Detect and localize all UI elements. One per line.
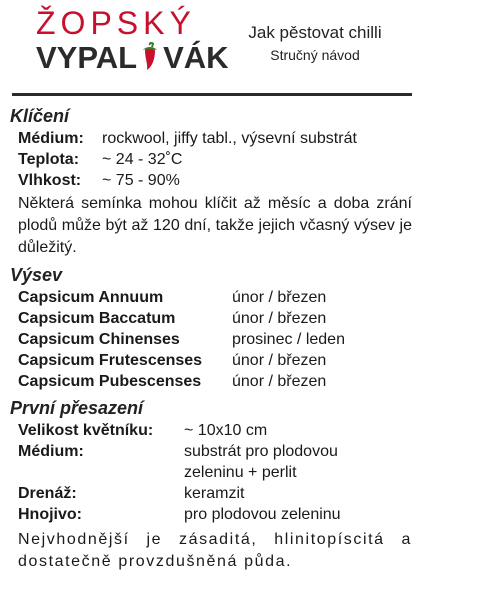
section-klicení: [12, 104, 412, 259]
info-row: [12, 128, 412, 149]
section-title: Výsev: [10, 265, 63, 285]
row-label: Drenáž:: [18, 485, 77, 502]
info-row: [12, 504, 412, 525]
info-row: [12, 149, 412, 170]
logo-line2: [36, 40, 232, 76]
row-value: ~ 24 - 32˚C: [102, 151, 183, 168]
row-label: Teplota:: [18, 151, 80, 168]
row-value: prosinec / leden: [232, 331, 345, 348]
info-row: [12, 441, 412, 483]
row-value: únor / březen: [232, 373, 327, 390]
row-value: substrát pro plodovou zeleninu + perlit: [184, 443, 338, 481]
row-label: Capsicum Baccatum: [18, 310, 176, 327]
chili-pepper-icon: [137, 42, 163, 72]
header-divider: [12, 93, 412, 96]
row-value: keramzit: [184, 485, 245, 502]
row-label: Hnojivo:: [18, 506, 82, 523]
row-value: pro plodovou zeleninu: [184, 506, 341, 523]
page-subtitle: Stručný návod: [270, 47, 360, 63]
header-titles: [240, 22, 390, 66]
content: [12, 104, 412, 573]
row-value: únor / březen: [232, 352, 327, 369]
row-label: Capsicum Annuum: [18, 289, 164, 306]
row-label: Médium:: [18, 443, 84, 460]
info-row: [12, 371, 412, 392]
row-label: Médium:: [18, 130, 84, 147]
logo: [12, 6, 232, 76]
logo-line1: ŽOPSKÝ: [36, 5, 196, 41]
row-label: Capsicum Frutescenses: [18, 352, 203, 369]
row-value: únor / březen: [232, 289, 327, 306]
info-row: [12, 287, 412, 308]
section-title: První přesazení: [10, 398, 144, 418]
row-label: Velikost květníku:: [18, 422, 154, 439]
header: [0, 0, 503, 92]
info-row: [12, 483, 412, 504]
logo-line2-a: VYPAL: [36, 40, 138, 75]
info-row: [12, 308, 412, 329]
info-row: [12, 329, 412, 350]
row-value: rockwool, jiffy tabl., výsevní substrát: [102, 130, 357, 147]
row-label: Vlhkost:: [18, 172, 82, 189]
info-row: [12, 420, 412, 441]
section-note: Nejvhodnější je zásaditá, hlinitopíscitá a dostatečně provzdušněná půda.: [18, 531, 412, 570]
info-row: [12, 350, 412, 371]
section-title: Klíčení: [10, 106, 70, 126]
section-note: Některá semínka mohou klíčit až měsíc a doba zrání plodů může být až 120 dní, takže jejich včasný výsev je důležitý.: [18, 195, 412, 256]
row-value: únor / březen: [232, 310, 327, 327]
row-label: Capsicum Chinenses: [18, 331, 180, 348]
row-value: ~ 75 - 90%: [102, 172, 180, 189]
row-value: ~ 10x10 cm: [184, 422, 268, 439]
info-row: [12, 170, 412, 191]
row-label: Capsicum Pubescenses: [18, 373, 202, 390]
section-presazeni: [12, 396, 412, 573]
section-vysev: [12, 263, 412, 392]
logo-line2-b: VÁK: [163, 40, 229, 75]
page-title: Jak pěstovat chilli: [248, 23, 382, 42]
